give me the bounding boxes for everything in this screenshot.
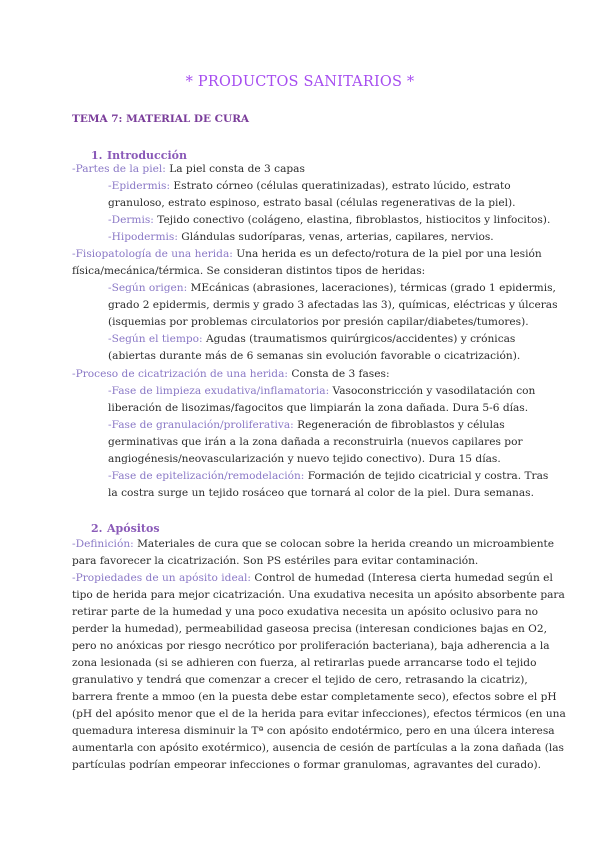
text-line: -Definición: Materiales de cura que se colocan sobre la herida creando un microambiente [72,538,555,550]
text-line: granuloso, estrato espinoso, estrato basal (células regenerativas de la piel). [108,197,516,209]
section-number: 2. [91,522,103,535]
text-line: (pH del apósito menor que el de la herida para evitar infecciones), efectos térmicos (en una [72,708,566,720]
text-line: la costra surge un tejido rosáceo que tornará al color de la piel. Dura semanas. [108,487,534,499]
text-line: germinativas que irán a la zona dañada a reconstruirla (nuevos capilares por [108,436,523,448]
text-line: -Propiedades de un apósito ideal: Control de humedad (Interesa cierta humedad según el [72,572,553,584]
text-line: tipo de herida para mejor cicatrización. Una exudativa necesita un apósito absorbente para [72,589,565,601]
text-line: pero no anóxicas por riesgo necrótico por proliferación bacteriana), baja adherencia a la [72,640,550,652]
text-line: angiogénesis/neovascularización y nuevo tejido conectivo). Dura 15 días. [108,453,501,465]
text-line: partículas podrían empeorar infecciones o formar granulomas, agravantes del curado). [72,759,541,771]
text-line: -Proceso de cicatrización de una herida: Consta de 3 fases: [72,368,390,380]
section-number: 1. [91,149,103,162]
text-line: para favorecer la cicatrización. Son PS estériles para evitar contaminación. [72,555,479,567]
section-title: Introducción [107,149,187,162]
text-line: grado 2 epidermis, dermis y grado 3 afectadas las 3), químicas, eléctricas y úlceras [108,299,558,311]
document-title: * PRODUCTOS SANITARIOS * [185,74,415,90]
text-line: -Según el tiempo: Agudas (traumatismos quirúrgicos/accidentes) y crónicas [108,333,516,345]
text-line: -Partes de la piel: La piel consta de 3 capas [72,163,305,175]
text-line: (isquemias por problemas circulatorios por presión capilar/diabetes/tumores). [108,316,529,328]
text-line: -Según origen: MEcánicas (abrasiones, laceraciones), térmicas (grado 1 epidermis, [108,282,556,294]
text-line: -Dermis: Tejido conectivo (colágeno, elastina, fibroblastos, histiocitos y linfocitos). [108,214,551,226]
text-line: -Epidermis: Estrato córneo (células queratinizadas), estrato lúcido, estrato [108,180,511,192]
text-line: barrera frente a mmoo (en la puesta debe estar completamente seco), efectos sobre el pH [72,691,557,703]
text-line: aumentarla con apósito exotérmico), ausencia de cesión de partículas a la zona dañada (las [72,742,564,754]
topic-heading: TEMA 7: MATERIAL DE CURA [72,113,250,125]
text-line: -Fase de limpieza exudativa/inflamatoria: Vasoconstricción y vasodilatación con [108,385,536,397]
text-line: quemadura interesa disminuir la Tª con apósito endotérmico, pero en una úlcera interesa [72,725,555,737]
text-line: -Fase de epitelización/remodelación: Formación de tejido cicatricial y costra. Tras [108,470,549,482]
text-line: -Fisiopatología de una herida: Una herida es un defecto/rotura de la piel por una lesión [72,248,542,260]
section-heading-apositos [91,522,160,535]
text-line: retirar parte de la humedad y una poco exudativa necesita un apósito oclusivo para no [72,606,539,618]
text-line: granulativo y tendrá que comenzar a crecer el tejido de cero, retrasando la cicatriz), [72,674,528,686]
text-line: liberación de lisozimas/fagocitos que limpiarán la zona dañada. Dura 5-6 días. [108,402,529,414]
text-line: física/mecánica/térmica. Se consideran distintos tipos de heridas: [72,265,426,277]
text-line: -Fase de granulación/proliferativa: Regeneración de fibroblastos y células [108,419,505,431]
text-line: (abiertas durante más de 6 semanas sin evolución favorable o cicatrización). [108,350,521,362]
text-line: -Hipodermis: Glándulas sudoríparas, venas, arterias, capilares, nervios. [108,231,494,243]
text-line: perder la humedad), permeabilidad gaseosa precisa (interesan condiciones bajas en O2, [72,623,547,635]
text-line: zona lesionada (si se adhieren con fuerza, al retirarlas puede arrancarse todo el tejido [72,657,537,669]
section-title: Apósitos [107,522,160,535]
